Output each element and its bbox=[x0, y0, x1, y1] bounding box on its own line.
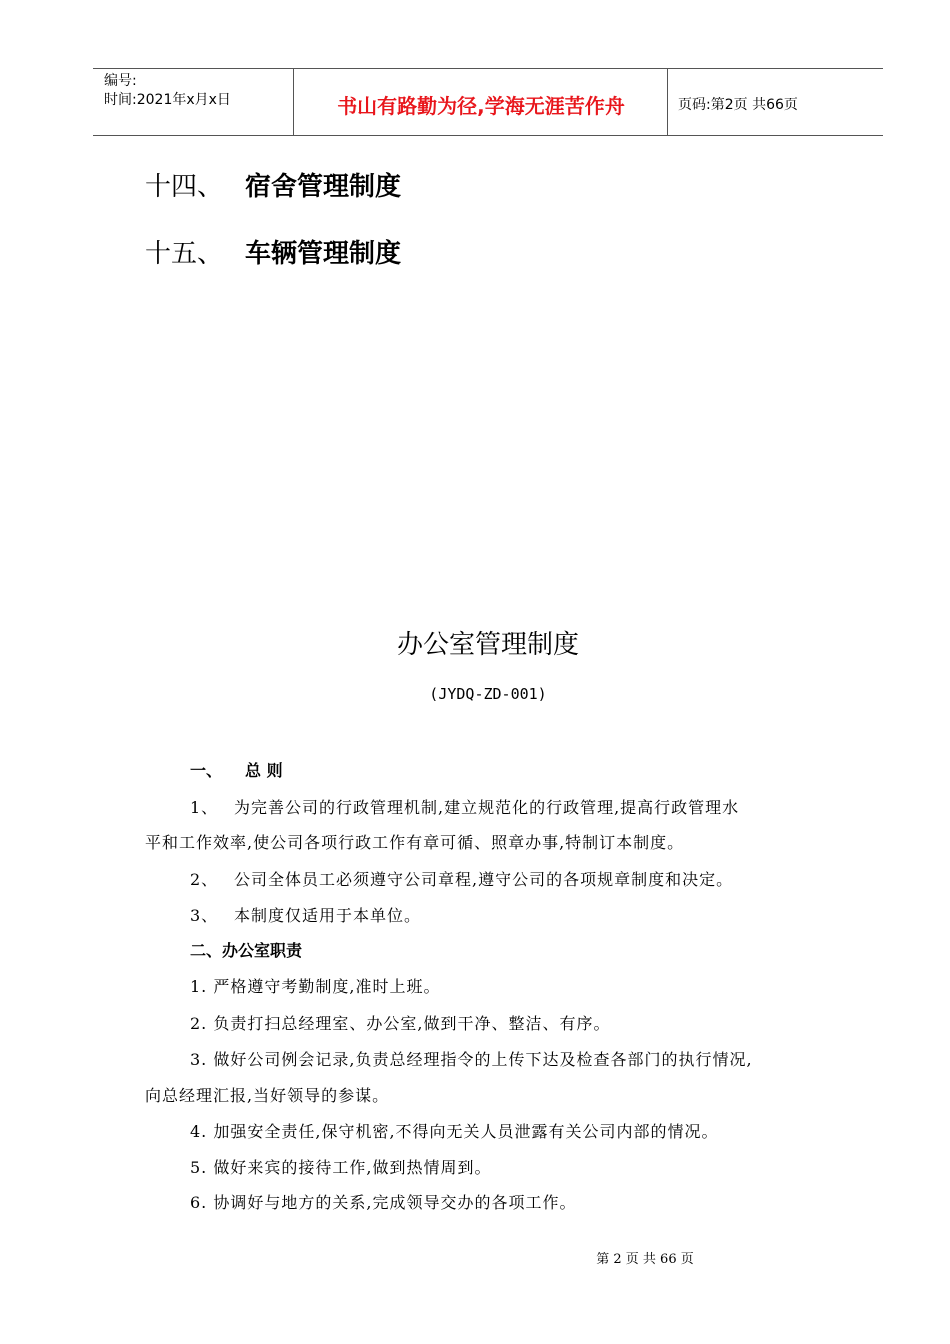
section-heading: 二、办公室职责 bbox=[190, 941, 303, 960]
toc-item bbox=[145, 166, 645, 206]
paragraph-text: 公司全体员工必须遵守公司章程,遵守公司的各项规章制度和决定。 bbox=[234, 870, 734, 889]
toc-item-label: 宿舍管理制度 bbox=[245, 172, 402, 202]
document-code: (JYDQ-ZD-001) bbox=[429, 685, 547, 703]
section-heading-number: 一、 bbox=[190, 761, 223, 780]
header-bottom-border bbox=[93, 135, 883, 136]
paragraph-text: 为完善公司的行政管理机制,建立规范化的行政管理,提高行政管理水 bbox=[234, 798, 740, 817]
list-item: 6. 协调好与地方的关系,完成领导交办的各项工作。 bbox=[190, 1193, 577, 1212]
paragraph-number: 1、 bbox=[190, 798, 219, 817]
header-divider-right bbox=[667, 68, 668, 136]
toc-item-number: 十四、 bbox=[145, 172, 224, 202]
header-time-label: 时间:2021年x月x日 bbox=[104, 92, 231, 108]
toc-item-number: 十五、 bbox=[145, 239, 224, 269]
document-title: 办公室管理制度 bbox=[396, 630, 579, 660]
paragraph-number: 3、 bbox=[190, 906, 219, 925]
header-top-border bbox=[93, 68, 883, 69]
header-number-label: 编号: bbox=[104, 73, 137, 89]
paragraph-text: 本制度仅适用于本单位。 bbox=[234, 906, 422, 925]
paragraph-continuation: 平和工作效率,使公司各项行政工作有章可循、照章办事,特制订本制度。 bbox=[145, 833, 685, 852]
paragraph-number: 2、 bbox=[190, 870, 219, 889]
list-item: 4. 加强安全责任,保守机密,不得向无关人员泄露有关公司内部的情况。 bbox=[190, 1122, 719, 1141]
toc-item bbox=[145, 233, 645, 273]
section-heading: 总 则 bbox=[245, 761, 283, 780]
list-item: 5. 做好来宾的接待工作,做到热情周到。 bbox=[190, 1158, 492, 1177]
toc-item-label: 车辆管理制度 bbox=[245, 239, 402, 269]
list-item-continuation: 向总经理汇报,当好领导的参谋。 bbox=[145, 1086, 390, 1105]
header-page-info: 页码:第2页 共66页 bbox=[678, 97, 798, 113]
list-item: 1. 严格遵守考勤制度,准时上班。 bbox=[190, 977, 441, 996]
header-divider-left bbox=[293, 68, 294, 136]
list-item: 3. 做好公司例会记录,负责总经理指令的上传下达及检查各部门的执行情况, bbox=[190, 1050, 753, 1069]
header-motto: 书山有路勤为径,学海无涯苦作舟 bbox=[337, 94, 625, 118]
page-footer: 第 2 页 共 66 页 bbox=[596, 1252, 694, 1267]
list-item: 2. 负责打扫总经理室、办公室,做到干净、整洁、有序。 bbox=[190, 1014, 611, 1033]
